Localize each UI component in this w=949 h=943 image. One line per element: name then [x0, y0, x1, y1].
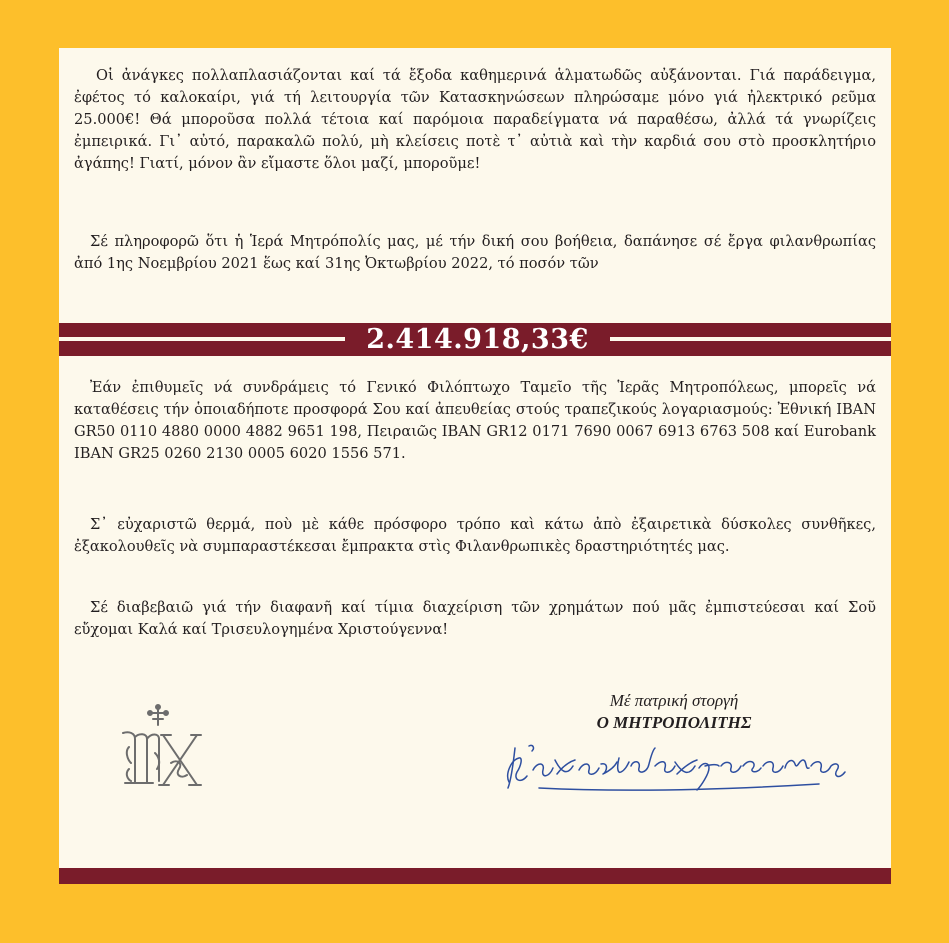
closing-salutation: Μέ πατρική στοργή	[609, 691, 739, 710]
paragraph-expenditure: Σέ πληροφορῶ ὅτι ἡ Ἱερά Μητρόπολίς μας, μέ τήν δική σου βοήθεια, δαπάνησε σέ ἔργα φιλανθρωπίας ἀπό 1ης Νοεμβρίου 2021 ἕως καί 31ης Ὀκτωβρίου 2022, τό ποσόν τῶν	[74, 233, 876, 272]
handwritten-signature	[499, 736, 849, 796]
letter-panel	[59, 48, 891, 884]
signer-title: Ο ΜΗΤΡΟΠΟΛΙΤΗΣ	[596, 713, 752, 732]
paragraph-bank-accounts: Ἐάν ἐπιθυμεῖς νά συνδράμεις τό Γενικό Φιλόπτωχο Ταμεῖο τῆς Ἱερᾶς Μητροπόλεως, μπορεῖς νά καταθέσεις τήν ὁποιαδήποτε προσφορά Σου καί ἀπευθείας στούς τραπεζικούς λογαριασμούς: Ἐθνική IBAN GR50 0110 4880 0000 4882 9651 198, Πειραιῶς IBAN GR12 0171 7690 0067 6913 6763 508 καί Eurobank IBAN GR25 0260 2130 0005 6020 1556 571.	[74, 379, 876, 462]
amount-total: 2.414.918,33€	[366, 324, 589, 355]
paragraph-thanks: Σ᾽ εὐχαριστῶ θερμά, ποὺ μὲ κάθε πρόσφορο τρόπο καὶ κάτω ἀπὸ ἐξαιρετικὰ δύσκολες συνθῆκες, ἐξακολουθεῖς νὰ συμπαραστέκεσαι ἔμπρακτα στὶς Φιλανθρωπικὲς δραστηριότητές μας.	[74, 516, 876, 555]
amount-band	[59, 323, 891, 356]
band-line-right	[610, 337, 891, 341]
band-line-left	[59, 337, 345, 341]
cross-monogram-icon	[115, 703, 205, 798]
paragraph-needs: Οἱ ἀνάγκες πολλαπλασιάζονται καί τά ἔξοδα καθημερινά ἁλματωδῶς αὐξάνονται. Γιά παράδειγμα, ἐφέτος τό καλοκαίρι, γιά τή λειτουργία τῶν Κατασκηνώσεων πληρώσαμε μόνο γιά ἠλεκτρικό ρεῦμα 25.000€! Θά μποροῦσα πολλά τέτοια καί παρόμοια παραδείγματα νά παραθέσω, ἀλλά τά γνωρίζεις ἐμπειρικά. Γι᾽ αὐτό, παρακαλῶ πολύ, μὴ κλείσεις ποτὲ τ᾽ αὐτιὰ καὶ τὴν καρδιά σου στὸ προσκλητήριο ἀγάπης! Γιατί, μόνον ἂν εἴμαστε ὅλοι μαζί, μποροῦμε!	[74, 67, 876, 172]
paragraph-wishes: Σέ διαβεβαιῶ γιά τήν διαφανῆ καί τίμια διαχείριση τῶν χρημάτων πού μᾶς ἐμπιστεύεσαι καί Σοῦ εὔχομαι Καλά καί Τρισευλογημένα Χριστούγεννα!	[74, 599, 876, 638]
bottom-band	[59, 868, 891, 884]
